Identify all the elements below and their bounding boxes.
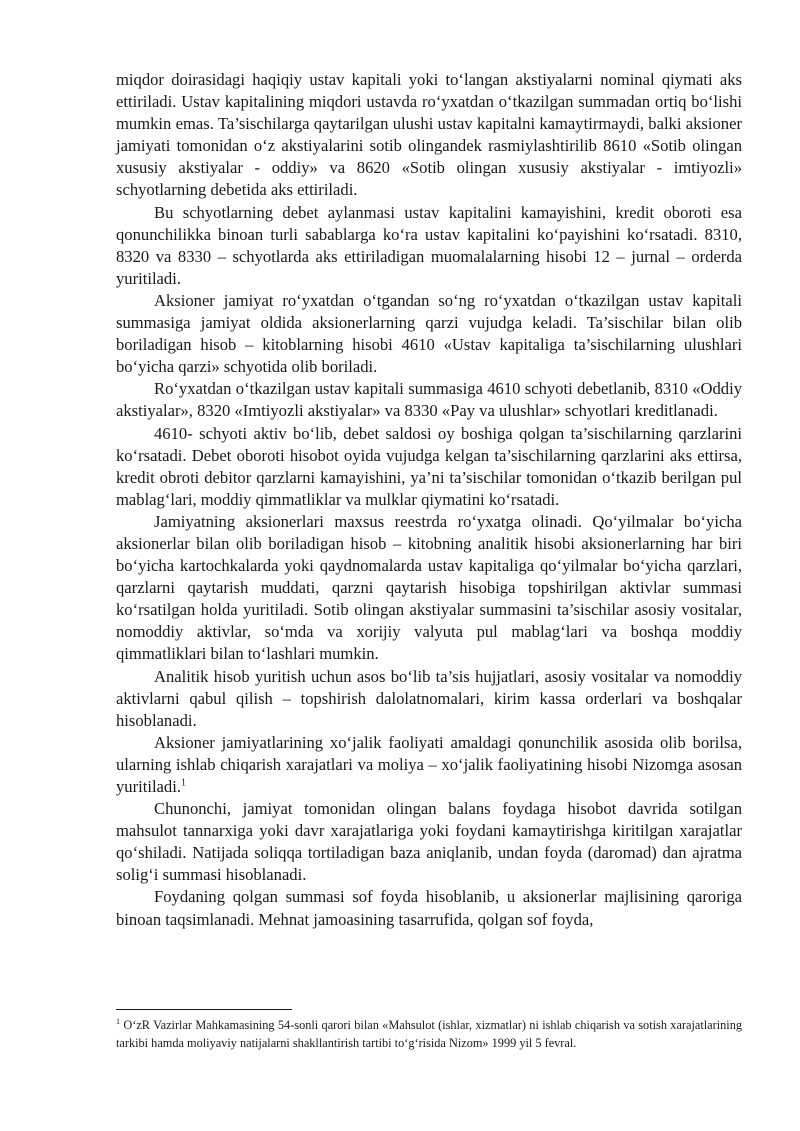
paragraph-text: miqdor doirasidagi haqiqiy ustav kapitali yoki to‘langan akstiyalarni nominal qiymati aks ettiriladi. Ustav kapitalining miqdori ustavda ro‘yxatdan o‘tkazilgan summadan ortiq bo‘lishi mumkin emas. Ta’sischilarga qaytarilgan ulushi ustav kapitalni kamaytirmaydi, balki aksioner jamiyati tomonidan o‘z akstiyalarini sotib olingandek rasmiylashtirilib 8610 «Sotib olingan xususiy akstiyalar - oddiy» va 8620 «Sotib olingan xususiy akstiyalar - imtiyozli» schyotlarning debetida aks ettiriladi. bbox=[116, 70, 742, 200]
paragraph-text: Ro‘yxatdan o‘tkazilgan ustav kapitali summasiga 4610 schyoti debetlanib, 8310 «Oddiy akstiyalar», 8320 «Imtiyozli akstiyalar» va 8330 «Pay va ulushlar» schyotlari kreditlanadi. bbox=[116, 379, 742, 421]
paragraph-text: Chunonchi, jamiyat tomonidan olingan balans foydaga hisobot davrida sotilgan mahsulot tannarxiga yoki davr xarajatlariga yoki foydani kamaytirishga kiritilgan xarajatlar qo‘shiladi. Natijada soliqqa tortiladigan baza aniqlanib, undan foyda (daromad) dan ajratma solig‘i summasi hisoblanadi. bbox=[116, 799, 742, 885]
body-text bbox=[116, 69, 742, 931]
paragraph bbox=[116, 511, 742, 666]
footnote-text: O‘zR Vazirlar Mahkamasining 54-sonli qarori bilan «Mahsulot (ishlar, xizmatlar) ni ishlab chiqarish va sotish xarajatlarining tarkibi hamda moliyaviy natijalarni shakllantirish tartibi to‘g‘risida Nizom» 1999 yil 5 fevral. bbox=[116, 1018, 743, 1050]
paragraph bbox=[116, 798, 742, 886]
paragraph bbox=[116, 732, 742, 798]
paragraph bbox=[116, 290, 742, 378]
paragraph-text: Bu schyotlarning debet aylanmasi ustav kapitalini kamayishini, kredit oboroti esa qonunchilikka binoan turli sabablarga ko‘ra ustav kapitalini ko‘payishini ko‘rsatadi. 8310, 8320 va 8330 – schyotlarda aks ettiriladigan muomalalarning hisobi 12 – jurnal – orderda yuritiladi. bbox=[116, 202, 742, 288]
paragraph-text: Analitik hisob yuritish uchun asos bo‘lib ta’sis hujjatlari, asosiy vositalar va nomoddiy aktivlarni qabul qilish – topshirish dalolatnomalari, kirim kassa orderlari va boshqalar hisoblanadi. bbox=[116, 666, 742, 730]
paragraph bbox=[116, 378, 742, 422]
paragraph bbox=[116, 423, 742, 511]
footnote bbox=[116, 1016, 742, 1052]
paragraph bbox=[116, 666, 742, 732]
paragraph-text: Foydaning qolgan summasi sof foyda hisoblanib, u aksionerlar majlisining qaroriga binoan taqsimlanadi. Mehnat jamoasining tasarrufida, qolgan sof foyda, bbox=[116, 887, 742, 929]
paragraph-text: Jamiyatning aksionerlari maxsus reestrda ro‘yxatga olinadi. Qo‘yilmalar bo‘yicha aksionerlar bilan olib boriladigan hisob – kitobning analitik hisobi aksionerlarning har biri bo‘yicha kartochkalarda yoki qaydnomalarda ustav kapitaliga qo‘yilmalar bo‘yicha qarzlari, qarzlarni qaytarish muddati, qarzni qaytarish hisobiga topshirilgan aktivlar summasi ko‘rsatilgan holda yuritiladi. Sotib olingan akstiyalar summasini ta’sischilar asosiy vositalar, nomoddiy aktivlar, so‘mda va xorijiy valyuta pul mablag‘lari va boshqa moddiy qimmatliklari bilan to‘lashlari mumkin. bbox=[116, 511, 742, 664]
paragraph bbox=[116, 202, 742, 290]
footnote-divider bbox=[116, 1009, 292, 1010]
paragraph bbox=[116, 886, 742, 930]
footnote-reference[interactable]: 1 bbox=[180, 777, 186, 789]
footnote-mark: 1 bbox=[116, 1016, 120, 1026]
paragraph-text: Aksioner jamiyatlarining xo‘jalik faoliyati amaldagi qonunchilik asosida olib borilsa, ularning ishlab chiqarish xarajatlari va moliya – xo‘jalik faoliyatining hisobi Nizomga asosan yuritiladi. bbox=[116, 732, 742, 796]
paragraph-text: 4610- schyoti aktiv bo‘lib, debet saldosi oy boshiga qolgan ta’sischilarning qarzlarini ko‘rsatadi. Debet oboroti hisobot oyida vujudga kelgan ta’sischilarning qarzlarini aks ettirsa, kredit obroti debitor qarzlarni kamayishini, ya’ni ta’sischilar tomonidan o‘tkazib berilgan pul mablag‘lari, moddiy qimmatliklar va mulklar qiymatini ko‘rsatadi. bbox=[116, 423, 742, 509]
paragraph-text: Aksioner jamiyat ro‘yxatdan o‘tgandan so‘ng ro‘yxatdan o‘tkazilgan ustav kapitali summasiga jamiyat oldida aksionerlarning qarzi vujudga keladi. Ta’sischilar bilan olib boriladigan hisob – kitoblarning hisobi 4610 «Ustav kapitaliga ta’sischilarning ulushlari bo‘yicha qarzi» schyotida olib boriladi. bbox=[116, 290, 742, 377]
paragraph bbox=[116, 69, 742, 202]
